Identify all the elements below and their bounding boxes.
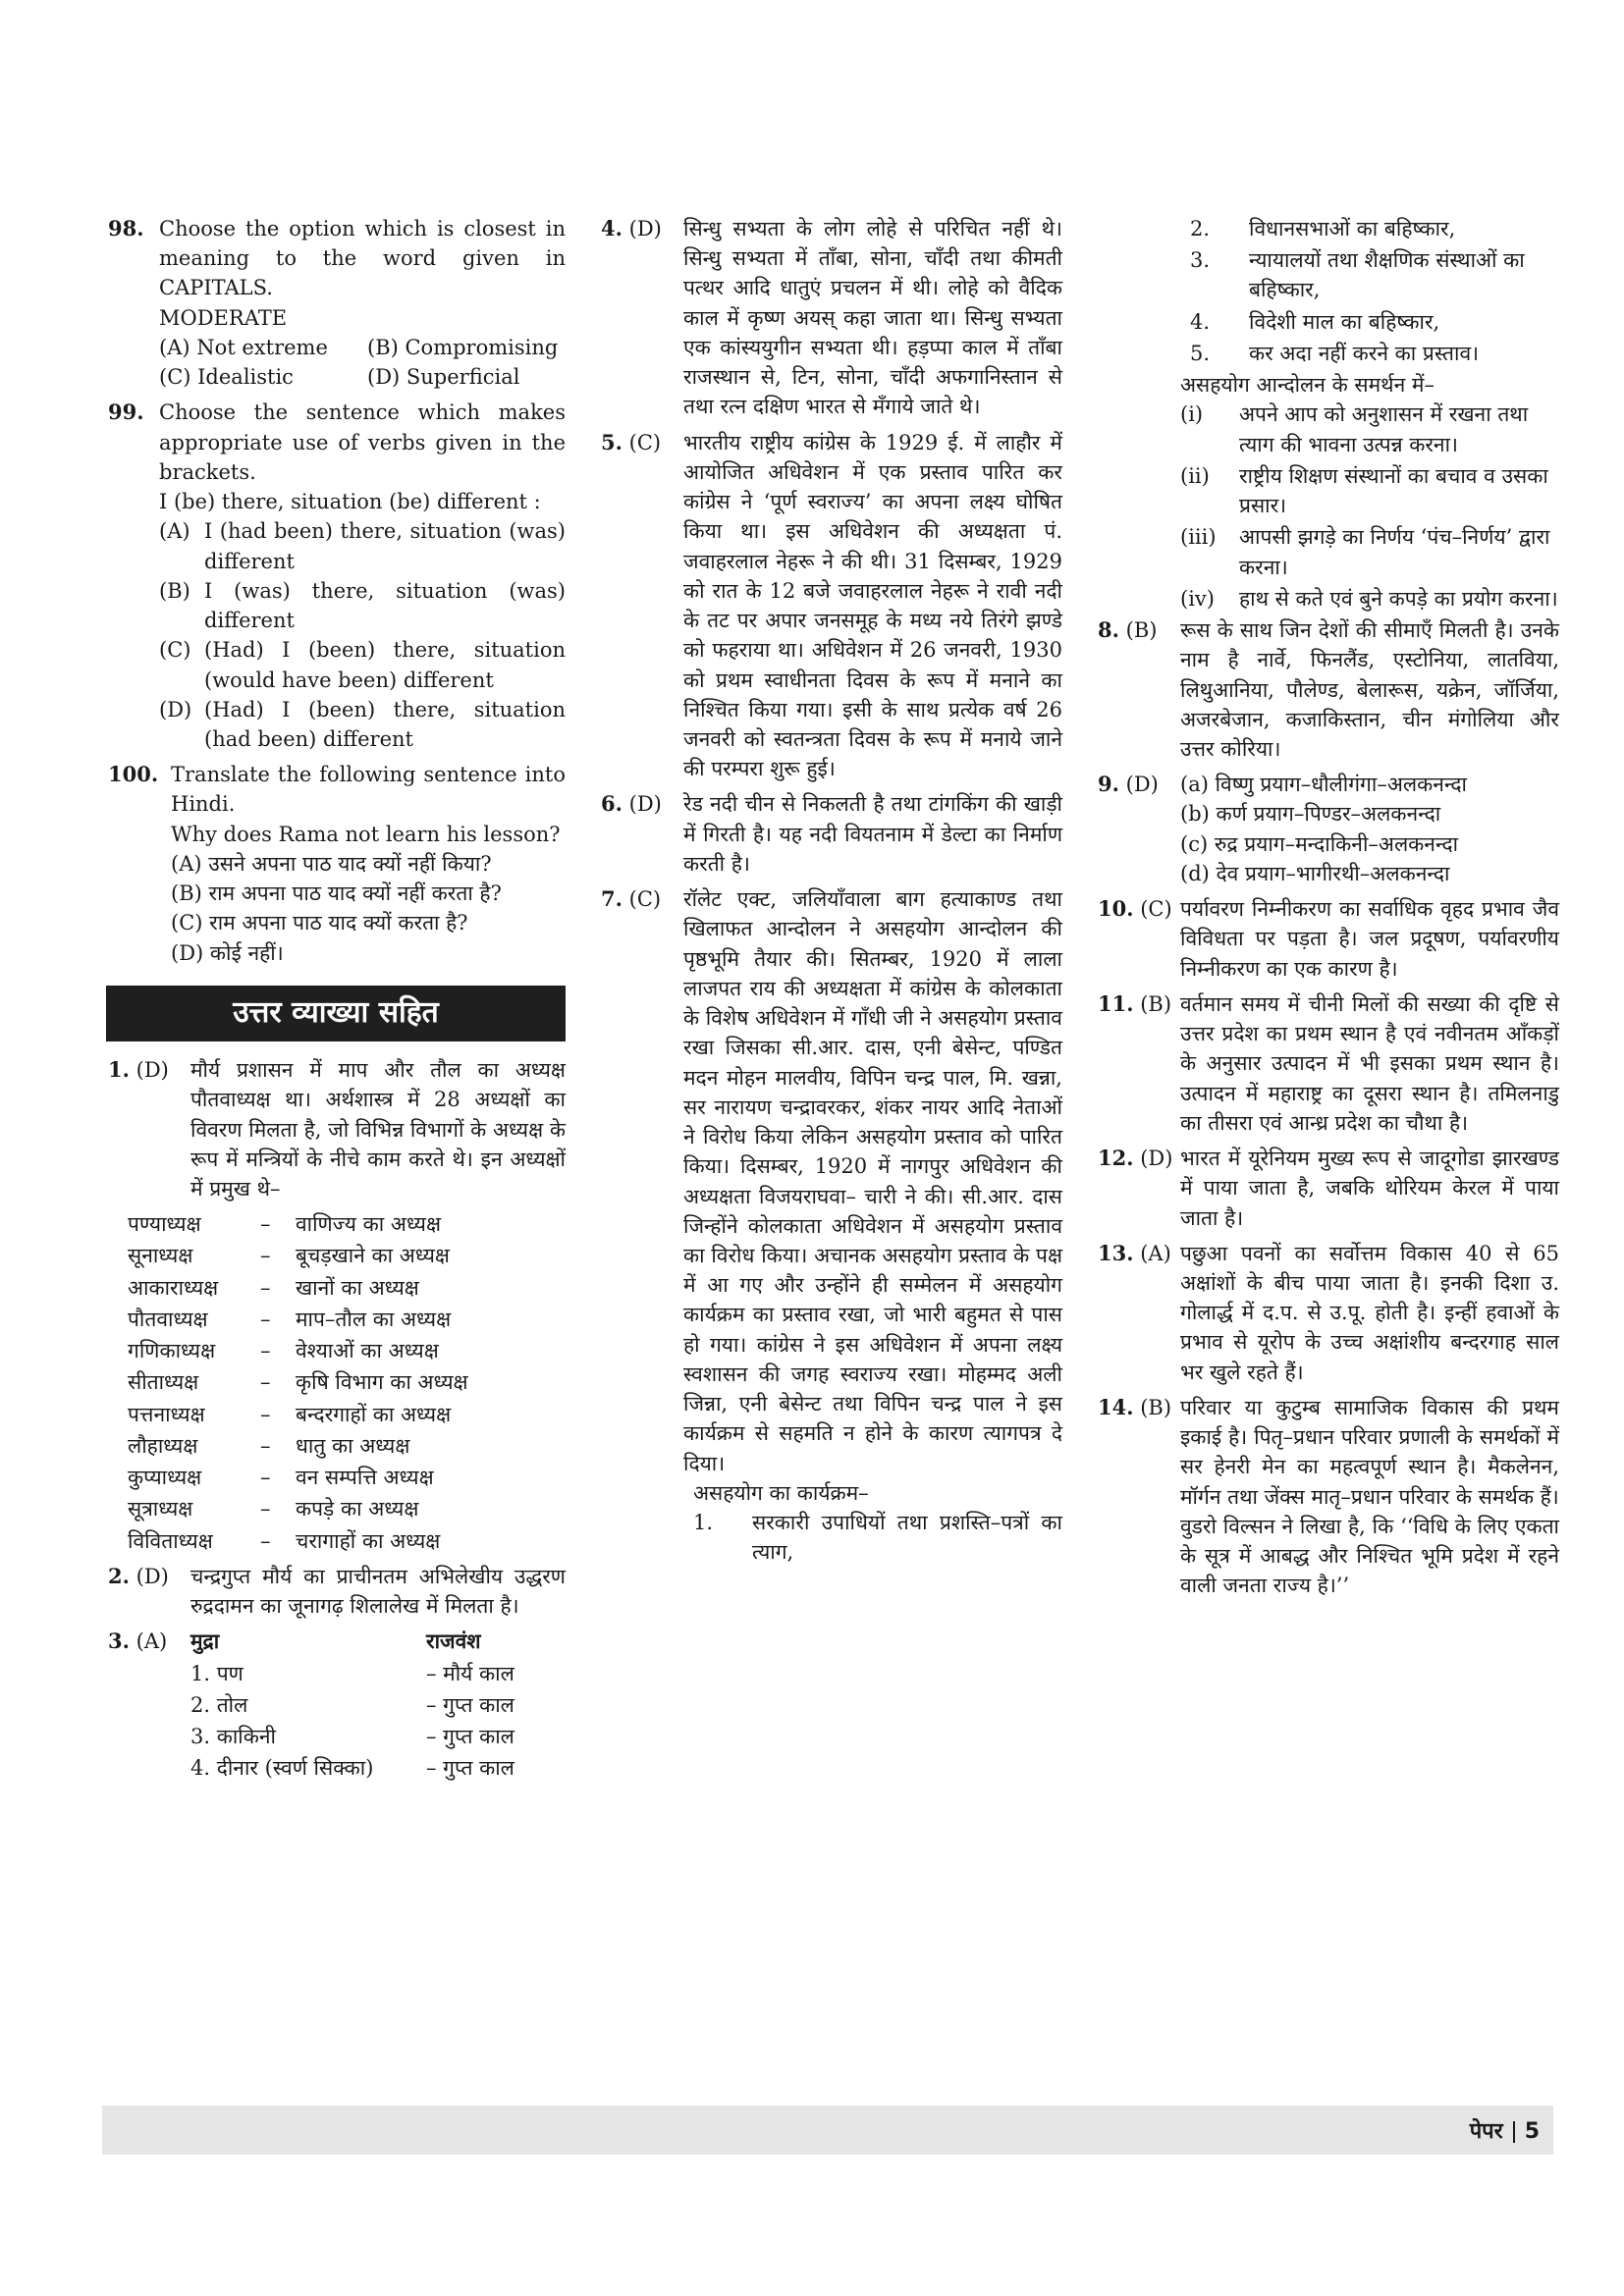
- answer-3: 3. (A) मुद्रा राजवंश 1. पण – मौर्य काल 2. तोल – गुप्त काल 3. काकिनी – गुप्त काल 4. दीनार (स्वर्ण सिक्का) – गुप्त काल: [108, 1627, 566, 1783]
- question-99: [108, 398, 566, 754]
- question-98: [108, 214, 566, 392]
- answer-5: 5. (C) भारतीय राष्ट्रीय कांग्रेस के 1929 ई. में लाहौर में आयोजित अधिवेशन में एक प्रस्ताव पारित कर कांग्रेस ने ‘पूर्ण स्वराज्य’ का अपना लक्ष्य घोषित किया था। इस अधिवेशन की अध्यक्षता पं. जवाहरलाल नेहरू ने की थी। 31 दिसम्बर, 1929 को रात के 12 बजे जवाहरलाल नेहरू ने रावी नदी के तट पर अपार जनसमूह के मध्य नये तिरंगे झण्डे को फहराया था। अधिवेशन में 26 जनवरी, 1930 को प्रथम स्वाधीनता दिवस के रूप में मनाने का निश्चित किया गया। इसी के साथ प्रत्येक वर्ष 26 जनवरी को स्वतन्त्रता दिवस के रूप में मनाये जाने की परम्परा शुरू हुई।: [601, 428, 1062, 784]
- answer-6: 6. (D) रेड नदी चीन से निकलती है तथा टांगकिंग की खाड़ी में गिरती है। यह नदी वियतनाम में डेल्टा का निर्माण करती है।: [601, 789, 1062, 879]
- column-3: [1098, 214, 1559, 1607]
- answer-13: 13. (A) पछुआ पवनों का सर्वोत्तम विकास 40 से 65 अक्षांशों के बीच पाया जाता है। इनकी दिशा उ. गोलार्द्ध में द.प. से उ.पू. होती है। इन्हीं हवाओं के प्रभाव से यूरोप के उच्च अक्षांशीय बन्दरगाह साल भर खुले रहते हैं।: [1098, 1239, 1559, 1387]
- page-footer: [1470, 2115, 1540, 2145]
- answer-text: वर्तमान समय में चीनी मिलों की सख्या की दृष्टि से उत्तर प्रदेश का प्रथम स्थान है एवं नवीनतम आँकड़ों के अनुसार उत्पादन में भी इसका प्रथम स्थान है। उत्पादन में महाराष्ट्र का दूसरा स्थान है। तमिलनाडु का तीसरा एवं आन्ध्र प्रदेश का चौथा है।: [1180, 991, 1559, 1135]
- answer-14: 14. (B) परिवार या कुटुम्ब सामाजिक विकास की प्रथम इकाई है। पितृ–प्रधान परिवार प्रणाली के समर्थकों में सर हेनरी मेन का महत्वपूर्ण स्थान है। मैकलेनन, मॉर्गन तथा जेंक्स मातृ–प्रधान परिवार के समर्थक हैं। वुडरो विल्सन ने लिखा है, कि ‘‘विधि के लिए एकता के सूत्र में आबद्ध और निश्चित भूमि प्रदेश में रहने वाली जनता राज्य है।’’: [1098, 1393, 1559, 1601]
- question-text: Choose the sentence which makes appropriate use of verbs given in the brackets.: [159, 400, 566, 484]
- answer-11: 11. (B) वर्तमान समय में चीनी मिलों की सख्या की दृष्टि से उत्तर प्रदेश का प्रथम स्थान है एवं नवीनतम आँकड़ों के अनुसार उत्पादन में भी इसका प्रथम स्थान है। उत्पादन में महाराष्ट्र का दूसरा स्थान है। तमिलनाडु का तीसरा एवं आन्ध्र प्रदेश का चौथा है।: [1098, 989, 1559, 1138]
- support-item: (i) अपने आप को अनुशासन में रखना तथा त्याग की भावना उत्पन्न करना।: [1180, 402, 1529, 456]
- program-item: 2. विधानसभाओं का बहिष्कार,: [1190, 217, 1456, 240]
- answer-8: 8. (B) रूस के साथ जिन देशों की सीमाएँ मिलती है। उनके नाम है नार्वे, फिनलैंड, एस्टोनिया, लातविया, लिथुआनिया, पौलेण्ड, बेलारूस, यक्रेन, जॉर्जिया, अजरबेजान, कजाकिस्तान, चीन मंगोलिया और उत्तर कोरिया।: [1098, 615, 1559, 764]
- option-b: (B) Compromising: [367, 335, 559, 359]
- support-title: असहयोग आन्दोलन के समर्थन में–: [1180, 373, 1435, 398]
- program-title: असहयोग का कार्यक्रम–: [693, 1480, 869, 1505]
- answer-text: भारतीय राष्ट्रीय कांग्रेस के 1929 ई. में लाहौर में आयोजित अधिवेशन में एक प्रस्ताव पारित कर कांग्रेस ने ‘पूर्ण स्वराज्य’ का अपना लक्ष्य घोषित किया था। इस अधिवेशन की अध्यक्षता पं. जवाहरलाल नेहरू ने की थी। 31 दिसम्बर, 1929 को रात के 12 बजे जवाहरलाल नेहरू ने रावी नदी के तट पर अपार जनसमूह के मध्य नये तिरंगे झण्डे को फहराया था। अधिवेशन में 26 जनवरी, 1930 को प्रथम स्वाधीनता दिवस के रूप में मनाने का निश्चित किया गया। इसी के साथ प्रत्येक वर्ष 26 जनवरी को स्वतन्त्रता दिवस के रूप में मनाये जाने की परम्परा शुरू हुई।: [683, 430, 1062, 781]
- answer-7: 7. (C) रॉलेट एक्ट, जलियाँवाला बाग हत्याकाण्ड तथा खिलाफत आन्दोलन ने असहयोग आन्दोलन की पृष्ठभूमि तैयार की। सितम्बर, 1920 में लाला लाजपत राय की अध्यक्षता में कांग्रेस के कोलकाता के विशेष अधिवेशन में गाँधी जी ने असहयोग प्रस्ताव रखा जिसका सी.आर. दास, एनी बेसेन्ट, पण्डित मदन मोहन मालवीय, विपिन चन्द्र पाल, मि. खन्ना, सर नारायण चन्द्रावरकर, शंकर नायर आदि नेताओं ने विरोध किया लेकिन असहयोग प्रस्ताव को पारित किया। दिसम्बर, 1920 में नागपुर अधिवेशन की अध्यक्षता विजयराघवा– चारी ने की। सी.आर. दास जिन्होंने कोलकाता अधिवेशन में असहयोग प्रस्ताव का विरोध किया। अचानक असहयोग प्रस्ताव के पक्ष में आ गए और उन्होंने ही सम्मेलन में असहयोग कार्यक्रम का प्रस्ताव रखा, जो भारी बहुमत से पास हो गया। कांग्रेस ने इस अधिवेशन में अपना लक्ष्य स्वशासन की जगह स्वराज्य रखा। मोहम्मद अली जिन्ना, एनी बेसेन्ट तथा विपिन चन्द्र पाल ने इस कार्यक्रम से सहमति न होने के कारण त्यागपत्र दे दिया। असहयोग का कार्यक्रम– 1. सरकारी उपाधियों तथा प्रशस्ति–पत्रों का त्याग,: [601, 884, 1062, 1569]
- program-item: 1. सरकारी उपाधियों तथा प्रशस्ति–पत्रों का त्याग,: [693, 1511, 1062, 1565]
- option-b: (B) I (was) there, situation (was) different: [159, 578, 566, 633]
- answer-text: रूस के साथ जिन देशों की सीमाएँ मिलती है। उनके नाम है नार्वे, फिनलैंड, एस्टोनिया, लातविया, लिथुआनिया, पौलेण्ड, बेलारूस, यक्रेन, जॉर्जिया, अजरबेजान, कजाकिस्तान, चीन मंगोलिया और उत्तर कोरिया।: [1180, 618, 1559, 761]
- answer-2: 2. (D) चन्द्रगुप्त मौर्य का प्राचीनतम अभिलेखीय उद्धरण रुद्रदामन का जूनागढ़ शिलालेख में मिलता है।: [108, 1562, 566, 1621]
- question-prompt: Why does Rama not learn his lesson?: [171, 822, 561, 846]
- footer-label: पेपर: [1469, 2119, 1503, 2144]
- answer-text: रेड नदी चीन से निकलती है तथा टांगकिंग की खाड़ी में गिरती है। यह नदी वियतनाम में डेल्टा का निर्माण करती है।: [683, 792, 1062, 876]
- answer-text: सिन्धु सभ्यता के लोग लोहे से परिचित नहीं थे। सिन्धु सभ्यता में ताँबा, सोना, चाँदी तथा कीमती पत्थर आदि धातुएं प्रचलन में थी। लोहे को वैदिक काल में कृष्ण अयस् कहा जाता था। सिन्धु सभ्यता एक कांस्ययुगीन सभ्यता थी। हड़प्पा काल में ताँबा राजस्थान से, टिन, सोना, चाँदी अफगानिस्तान से तथा रत्न दक्षिण भारत से मँगाये जाते थे।: [683, 217, 1062, 419]
- option-b: (B) राम अपना पाठ याद क्यों नहीं करता है?: [171, 881, 502, 906]
- answer-text: रॉलेट एक्ट, जलियाँवाला बाग हत्याकाण्ड तथा खिलाफत आन्दोलन ने असहयोग आन्दोलन की पृष्ठभूमि तैयार की। सितम्बर, 1920 में लाला लाजपत राय की अध्यक्षता में कांग्रेस के कोलकाता के विशेष अधिवेशन में गाँधी जी ने असहयोग प्रस्ताव रखा जिसका सी.आर. दास, एनी बेसेन्ट, पण्डित मदन मोहन मालवीय, विपिन चन्द्र पाल, मि. खन्ना, सर नारायण चन्द्रावरकर, शंकर नायर आदि नेताओं ने विरोध किया लेकिन असहयोग प्रस्ताव को पारित किया। दिसम्बर, 1920 में नागपुर अधिवेशन की अध्यक्षता विजयराघवा– चारी ने की। सी.आर. दास जिन्होंने कोलकाता अधिवेशन में असहयोग प्रस्ताव का विरोध किया। अचानक असहयोग प्रस्ताव के पक्ष में आ गए और उन्होंने ही सम्मेलन में असहयोग कार्यक्रम का प्रस्ताव रखा, जो भारी बहुमत से पास हो गया। कांग्रेस ने इस अधिवेशन में अपना लक्ष्य स्वशासन की जगह स्वराज्य रखा। मोहम्मद अली जिन्ना, एनी बेसेन्ट तथा विपिन चन्द्र पाल ने इस कार्यक्रम से सहमति न होने के कारण त्यागपत्र दे दिया।: [683, 887, 1062, 1475]
- official-list: पण्याध्यक्ष – वाणिज्य का अध्यक्ष सूनाध्यक्ष – बूचड़खाने का अध्यक्ष आकाराध्यक्ष – खानों का अध्यक्ष पौतवाध्यक्ष – माप–तौल का अध्यक्ष गणिकाध्यक्ष – वेश्याओं का अध्यक्ष सीताध्यक्ष – कृषि विभाग का अध्यक्ष पत्तनाध्यक्ष – बन्दरगाहों का अध्यक्ष लौहाध्यक्ष – धातु का अध्यक्ष कुप्याध्यक्ष – वन सम्पत्ति अध्यक्ष सूत्राध्यक्ष – कपड़े का अध्यक्ष विविताध्यक्ष – चरागाहों का अध्यक्ष: [128, 1212, 468, 1553]
- prayag-item: (d) देव प्रयाग–भागीरथी–अलकनन्दा: [1180, 861, 1450, 885]
- answer-9: 9. (D) (a) विष्णु प्रयाग–धौलीगंगा–अलकनन्दा (b) कर्ण प्रयाग–पिण्डर–अलकनन्दा (c) रुद्र प्रयाग–मन्दाकिनी–अलकनन्दा (d) देव प्रयाग–भागीरथी–अलकनन्दा: [1098, 770, 1559, 888]
- option-c: (C) (Had) I (been) there, situation (would have been) different: [159, 638, 566, 692]
- question-100: [108, 760, 566, 968]
- answer-7-continued: [1190, 214, 1559, 368]
- coin-table: मुद्रा राजवंश 1. पण – मौर्य काल 2. तोल – गुप्त काल 3. काकिनी – गुप्त काल 4. दीनार (स्वर्ण सिक्का) – गुप्त काल: [190, 1629, 514, 1781]
- options: [159, 333, 566, 392]
- option-a: (A) उसने अपना पाठ याद क्यों नहीं किया?: [171, 851, 492, 876]
- program-item: 5. कर अदा नहीं करने का प्रस्ताव।: [1190, 341, 1480, 365]
- option-c: (C) राम अपना पाठ याद क्यों करता है?: [171, 911, 468, 935]
- program-item: 4. विदेशी माल का बहिष्कार,: [1190, 309, 1440, 334]
- prayag-item: (c) रुद्र प्रयाग–मन्दाकिनी–अलकनन्दा: [1180, 831, 1459, 856]
- question-number: 100.: [108, 762, 159, 787]
- option-a: (A) I (had been) there, situation (was) different: [159, 519, 566, 573]
- support-item: (ii) राष्ट्रीय शिक्षण संस्थानों का बचाव व उसका प्रसार।: [1180, 463, 1548, 518]
- answer-text: पछुआ पवनों का सर्वोत्तम विकास 40 से 65 अक्षांशों के बीच पाया जाता है। इनकी दिशा उ. गोलार्द्ध में द.प. से उ.पू. होती है। इन्हीं हवाओं के प्रभाव से यूरोप के उच्च अक्षांशीय बन्दरगाह साल भर खुले रहते हैं।: [1180, 1241, 1559, 1384]
- option-a: (A) Not extreme: [159, 335, 328, 359]
- question-prompt: I (be) there, situation (be) different :: [159, 490, 541, 514]
- section-heading: उत्तर व्याख्या सहित: [106, 986, 566, 1041]
- question-number: 99.: [108, 400, 144, 425]
- prayag-item: (a) विष्णु प्रयाग–धौलीगंगा–अलकनन्दा: [1180, 773, 1467, 797]
- answer-text: मौर्य प्रशासन में माप और तौल का अध्यक्ष पौतवाध्यक्ष था। अर्थशास्त्र में 28 अध्यक्षों का विवरण मिलता है, जो विभिन्न विभागों के अध्यक्ष के रूप में मन्त्रियों के नीचे काम करते थे। इन अध्यक्षों में प्रमुख थे–: [190, 1058, 566, 1201]
- option-d: (D) (Had) I (been) there, situation (had been) different: [159, 697, 566, 751]
- question-word: MODERATE: [159, 305, 288, 330]
- option-d: (D) Superficial: [367, 365, 520, 390]
- answer-10: 10. (C) पर्यावरण निम्नीकरण का सर्वाधिक वृहद प्रभाव जैव विविधता पर पड़ता है। जल प्रदूषण, पर्यावरणीय निम्नीकरण का एक कारण है।: [1098, 894, 1559, 984]
- answer-text: पर्यावरण निम्नीकरण का सर्वाधिक वृहद प्रभाव जैव विविधता पर पड़ता है। जल प्रदूषण, पर्यावरणीय निम्नीकरण का एक कारण है।: [1180, 897, 1559, 981]
- prayag-item: (b) कर्ण प्रयाग–पिण्डर–अलकनन्दा: [1180, 802, 1441, 827]
- answer-4: 4. (D) सिन्धु सभ्यता के लोग लोहे से परिचित नहीं थे। सिन्धु सभ्यता में ताँबा, सोना, चाँदी तथा कीमती पत्थर आदि धातुएं प्रचलन में थी। लोहे को वैदिक काल में कृष्ण अयस् कहा जाता था। सिन्धु सभ्यता एक कांस्ययुगीन सभ्यता थी। हड़प्पा काल में ताँबा राजस्थान से, टिन, सोना, चाँदी अफगानिस्तान से तथा रत्न दक्षिण भारत से मँगाये जाते थे।: [601, 214, 1062, 422]
- answer-12: 12. (D) भारत में यूरेनियम मुख्य रूप से जादूगोडा झारखण्ड में पाया जाता है, जबकि थोरियम केरल में पाया जाता है।: [1098, 1144, 1559, 1233]
- column-1: [108, 214, 566, 1789]
- answer-text: चन्द्रगुप्त मौर्य का प्राचीनतम अभिलेखीय उद्धरण रुद्रदामन का जूनागढ़ शिलालेख में मिलता है।: [190, 1564, 566, 1619]
- footer-separator: [1513, 2121, 1515, 2143]
- option-c: (C) Idealistic: [159, 365, 294, 390]
- question-text: Choose the option which is closest in meaning to the word given in CAPITALS.: [159, 217, 566, 300]
- question-number: 98.: [108, 216, 144, 240]
- page-number: 5: [1524, 2119, 1540, 2144]
- footer-bar: [102, 2106, 1553, 2155]
- support-item: (iv) हाथ से कते एवं बुने कपड़े का प्रयोग करना।: [1180, 586, 1558, 611]
- support-item: (iii) आपसी झगड़े का निर्णय ‘पंच–निर्णय’ द्वारा करना।: [1180, 525, 1550, 579]
- column-2: [601, 214, 1062, 1575]
- program-item: 3. न्यायालयों तथा शैक्षणिक संस्थाओं का बहिष्कार,: [1190, 248, 1525, 302]
- answer-1: 1. (D) मौर्य प्रशासन में माप और तौल का अध्यक्ष पौतवाध्यक्ष था। अर्थशास्त्र में 28 अध्यक्षों का विवरण मिलता है, जो विभिन्न विभागों के अध्यक्ष के रूप में मन्त्रियों के नीचे काम करते थे। इन अध्यक्षों में प्रमुख थे–: [108, 1055, 566, 1203]
- answer-text: परिवार या कुटुम्ब सामाजिक विकास की प्रथम इकाई है। पितृ–प्रधान परिवार प्रणाली के समर्थकों में सर हेनरी मेन का महत्वपूर्ण स्थान है। मैकलेनन, मॉर्गन तथा जेंक्स मातृ–प्रधान परिवार के समर्थक हैं।: [1180, 1395, 1559, 1509]
- option-d: (D) कोई नहीं।: [171, 940, 284, 965]
- answer-text-2: वुडरो विल्सन ने लिखा है, कि ‘‘विधि के लिए एकता के सूत्र में आबद्ध और निश्चित भूमि प्रदेश में रहने वाली जनता राज्य है।’’: [1180, 1514, 1559, 1598]
- answer-text: भारत में यूरेनियम मुख्य रूप से जादूगोडा झारखण्ड में पाया जाता है, जबकि थोरियम केरल में पाया जाता है।: [1180, 1147, 1559, 1230]
- question-text: Translate the following sentence into Hindi.: [171, 763, 566, 817]
